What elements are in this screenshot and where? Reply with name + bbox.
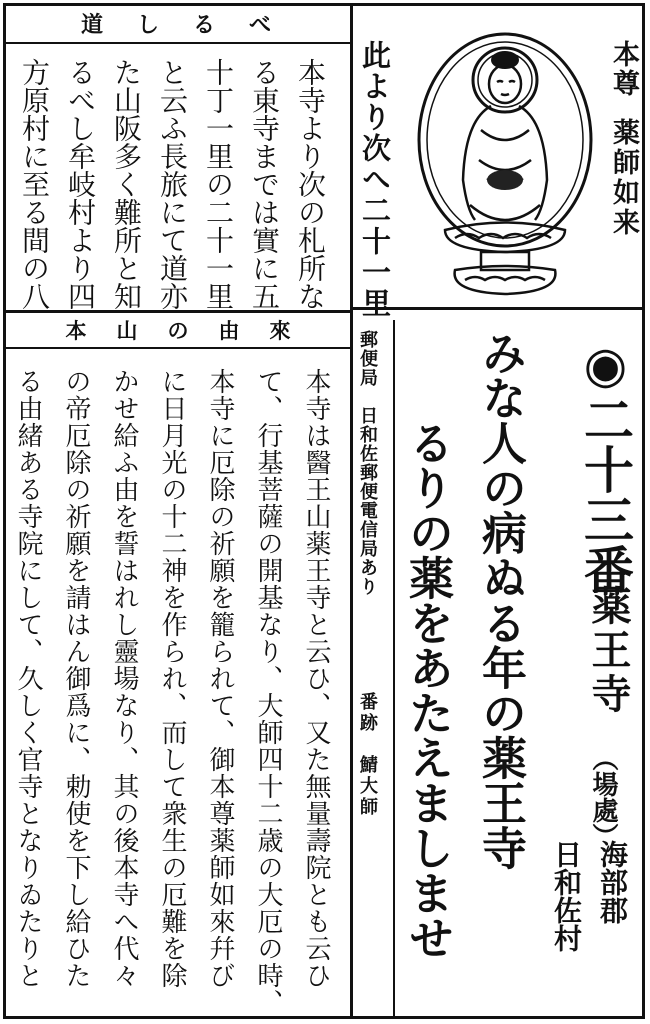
honzon-name: 薬師如来 <box>608 118 639 238</box>
village-name: 日和佐村 <box>550 840 583 952</box>
michishirube-line-7: 方原村に至る間の八 <box>18 58 51 310</box>
next-temple-distance: 此より次へ二十一里 <box>358 40 392 319</box>
michishirube-header <box>6 6 350 44</box>
top-horizontal-rule <box>353 307 645 310</box>
center-vertical-rule <box>350 3 353 1019</box>
temple-number: ◉二十三番 <box>576 335 635 594</box>
yurai-line-4: に日月光の十二神を作られ、而して衆生の厄難を除 <box>157 368 187 989</box>
michishirube-line-4: と云ふ長旅にて道亦 <box>156 58 189 310</box>
yurai-line-6: の帝厄除の祈願を請はん御爲に、勅使を下し給ひた <box>61 368 91 989</box>
yurai-line-7: る由緒ある寺院にして、久しく官寺となりゐたりと <box>13 368 43 989</box>
honzon-label: 本尊 <box>608 40 639 98</box>
goeika-line-2: るりの薬をあたえましませ <box>401 420 454 960</box>
michishirube-line-6: るべし牟岐村より四 <box>64 58 97 310</box>
yurai-line-1: 本寺は醫王山薬王寺と云ひ、又た無量壽院とも云ひ <box>301 368 331 989</box>
yurai-line-5: かせ給ふ由を誓はれし靈場なり、其の後本寺へ代々 <box>109 368 139 989</box>
notes-divider-rule <box>393 320 395 1019</box>
michishirube-line-2: る東寺までは實に五 <box>248 58 281 310</box>
michishirube-header-text: 道しるべ <box>80 12 305 38</box>
yurai-line-3: 本寺に厄除の祈願を籠られて、御本尊薬師如來幷び <box>205 368 235 989</box>
yurai-header-text: 本山の由來 <box>65 318 321 343</box>
buddha-illustration <box>415 30 595 300</box>
district-name: 海部郡 <box>596 840 629 924</box>
yurai-line-2: て、行基菩薩の開基なり、大師四十二歳の大厄の時、 <box>253 368 283 1016</box>
temple-name: 薬王寺 <box>585 585 632 717</box>
michishirube-line-5: た山阪多く難所と知 <box>110 58 143 310</box>
yurai-header <box>6 313 350 349</box>
goeika-line-1: みな人の病ぬる年の薬王寺 <box>474 330 527 870</box>
michishirube-line-1: 本寺より次の札所な <box>294 58 327 310</box>
location-label: （場處） <box>588 745 618 849</box>
michishirube-line-3: 十丁一里の二十一里 <box>202 58 235 310</box>
post-office-note: 郵便局 日和佐郵便電信局あり <box>357 330 378 596</box>
bangai-note: 番跡 鯖大師 <box>357 692 378 818</box>
